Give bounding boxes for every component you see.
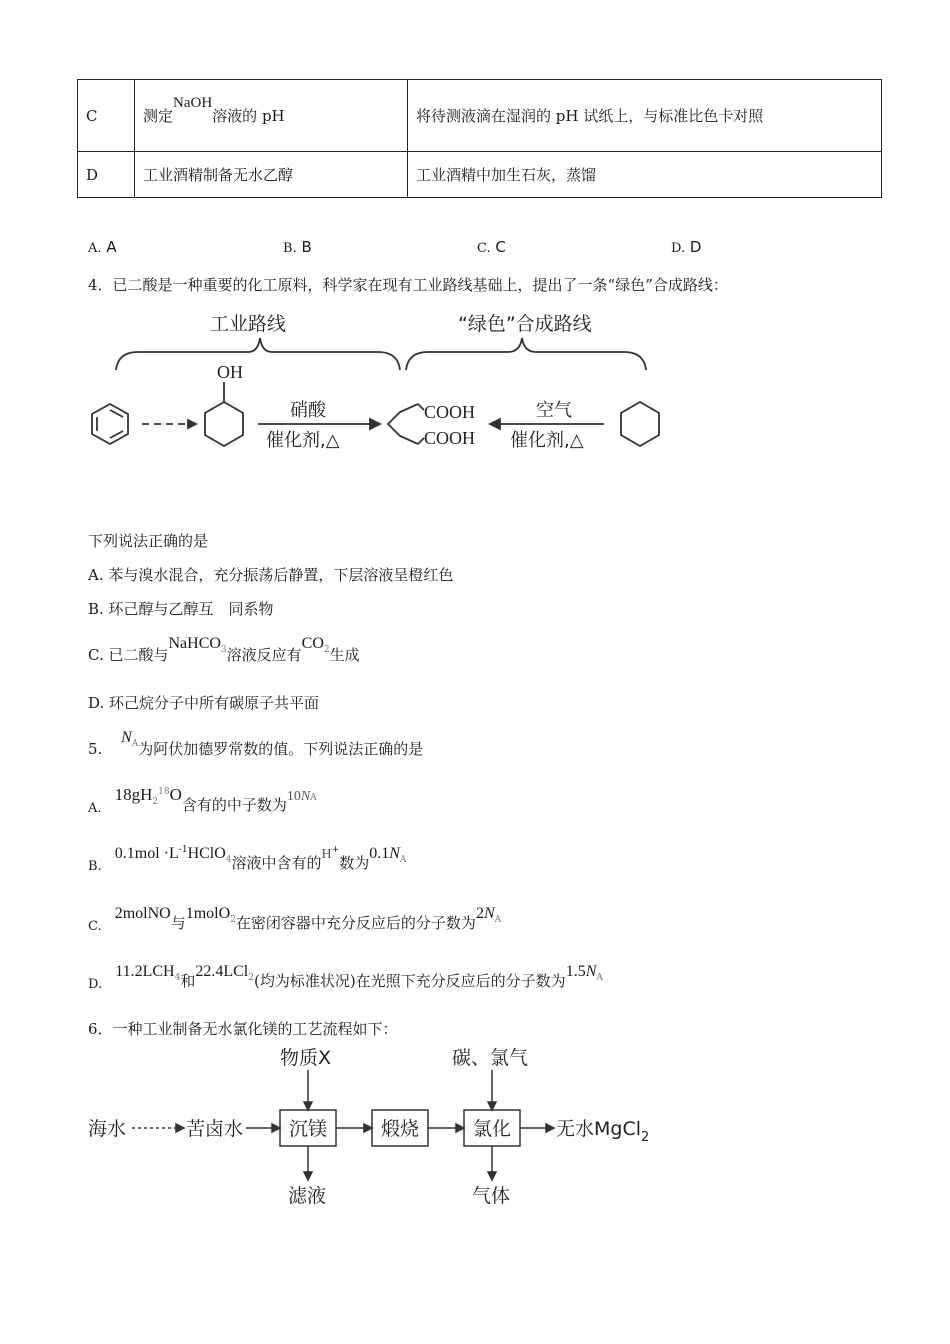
choice-b: B. B	[283, 238, 312, 256]
choice-a: A. A	[88, 238, 117, 256]
row-purpose: 测定NaOH溶液的 pH	[135, 80, 408, 152]
flow-input2: 碳、氯气	[452, 1047, 529, 1069]
q5-option-d: $_{D.}$ $11.2LCH_4$和22.4LCl$_2$(均为标准状况)在光照下充分反应后的分子数为$1.5N_A$	[88, 963, 603, 992]
q4-option-b: B. 环己醇与乙醇互 同系物	[88, 600, 274, 618]
adipic-acid-structure	[388, 404, 418, 444]
svg-text:催化剂,△: 催化剂,△	[510, 430, 584, 451]
cyclohexanol-structure	[205, 402, 243, 446]
green-brace	[406, 338, 646, 370]
q6-stem: 6．一种工业制备无水氯化镁的工艺流程如下：	[88, 1020, 398, 1038]
q4-option-d: D. 环己烷分子中所有碳原子共平面	[88, 694, 320, 712]
flow-brine: 苦卤水	[186, 1118, 244, 1140]
q4-stem: 4．已二酸是一种重要的化工原料，科学家在现有工业路线基础上，提出了一条“绿色”合成路线：	[88, 276, 728, 294]
flow-step1: 沉镁	[289, 1118, 328, 1140]
cyclohexane-structure	[621, 402, 659, 446]
q4-prompt: 下列说法正确的是	[88, 532, 209, 550]
row-letter: C	[78, 80, 135, 152]
flow-product: 无水MgCl$_2$	[556, 1118, 650, 1145]
table-row	[78, 80, 882, 152]
q5-option-b: $_{B.}$ $0.1mol \cdot L^{-1}HClO_4$溶液中含有的H+数为$0.1N_A$	[88, 845, 407, 874]
synthesis-route-diagram	[88, 300, 673, 460]
row-purpose: 工业酒精制备无水乙醇	[135, 152, 408, 198]
row-operation: 工业酒精中加生石灰，蒸馏	[408, 152, 882, 198]
options-table	[77, 79, 882, 198]
flow-input1: 物质X	[280, 1047, 332, 1069]
q5-option-a: $_{A.}$ $18gH_2^{18}O$含有的中子数为10NA	[88, 785, 317, 816]
svg-text:空气: 空气	[536, 400, 572, 421]
q5-option-c: $_{C.}$ 2molNO与1molO$_2$在密闭容器中充分反应后的分子数为$2N_A$	[88, 905, 502, 934]
flow-out1: 滤液	[288, 1185, 327, 1207]
svg-text:COOH: COOH	[424, 428, 476, 448]
svg-text:COOH: COOH	[424, 402, 476, 422]
q5-stem: 5. $N_A$为阿伏加德罗常数的值。下列说法正确的是	[88, 729, 424, 758]
svg-text:OH: OH	[217, 362, 243, 382]
svg-text:硝酸: 硝酸	[290, 400, 326, 421]
industrial-brace	[116, 338, 400, 370]
green-label: “绿色”合成路线	[458, 313, 592, 335]
row-operation: 将待测液滴在湿润的 pH 试纸上，与标准比色卡对照	[408, 80, 882, 152]
flow-step3: 氯化	[473, 1118, 512, 1140]
svg-text:催化剂,△: 催化剂,△	[266, 430, 340, 451]
row-letter: D	[78, 152, 135, 198]
q4-option-c: C. 已二酸与NaHCO$_3$溶液反应有$CO_2$生成	[88, 635, 360, 664]
process-flow-diagram	[84, 1040, 674, 1210]
q4-option-a: A. 苯与溴水混合，充分振荡后静置，下层溶液呈橙红色	[88, 566, 454, 584]
choice-c: C. C	[477, 238, 506, 256]
industrial-label: 工业路线	[210, 313, 287, 335]
flow-step2: 煅烧	[381, 1118, 420, 1140]
table-row	[78, 152, 882, 198]
choice-d: D. D	[671, 238, 702, 256]
flow-sea: 海水	[88, 1118, 127, 1140]
flow-out2: 气体	[472, 1185, 511, 1207]
